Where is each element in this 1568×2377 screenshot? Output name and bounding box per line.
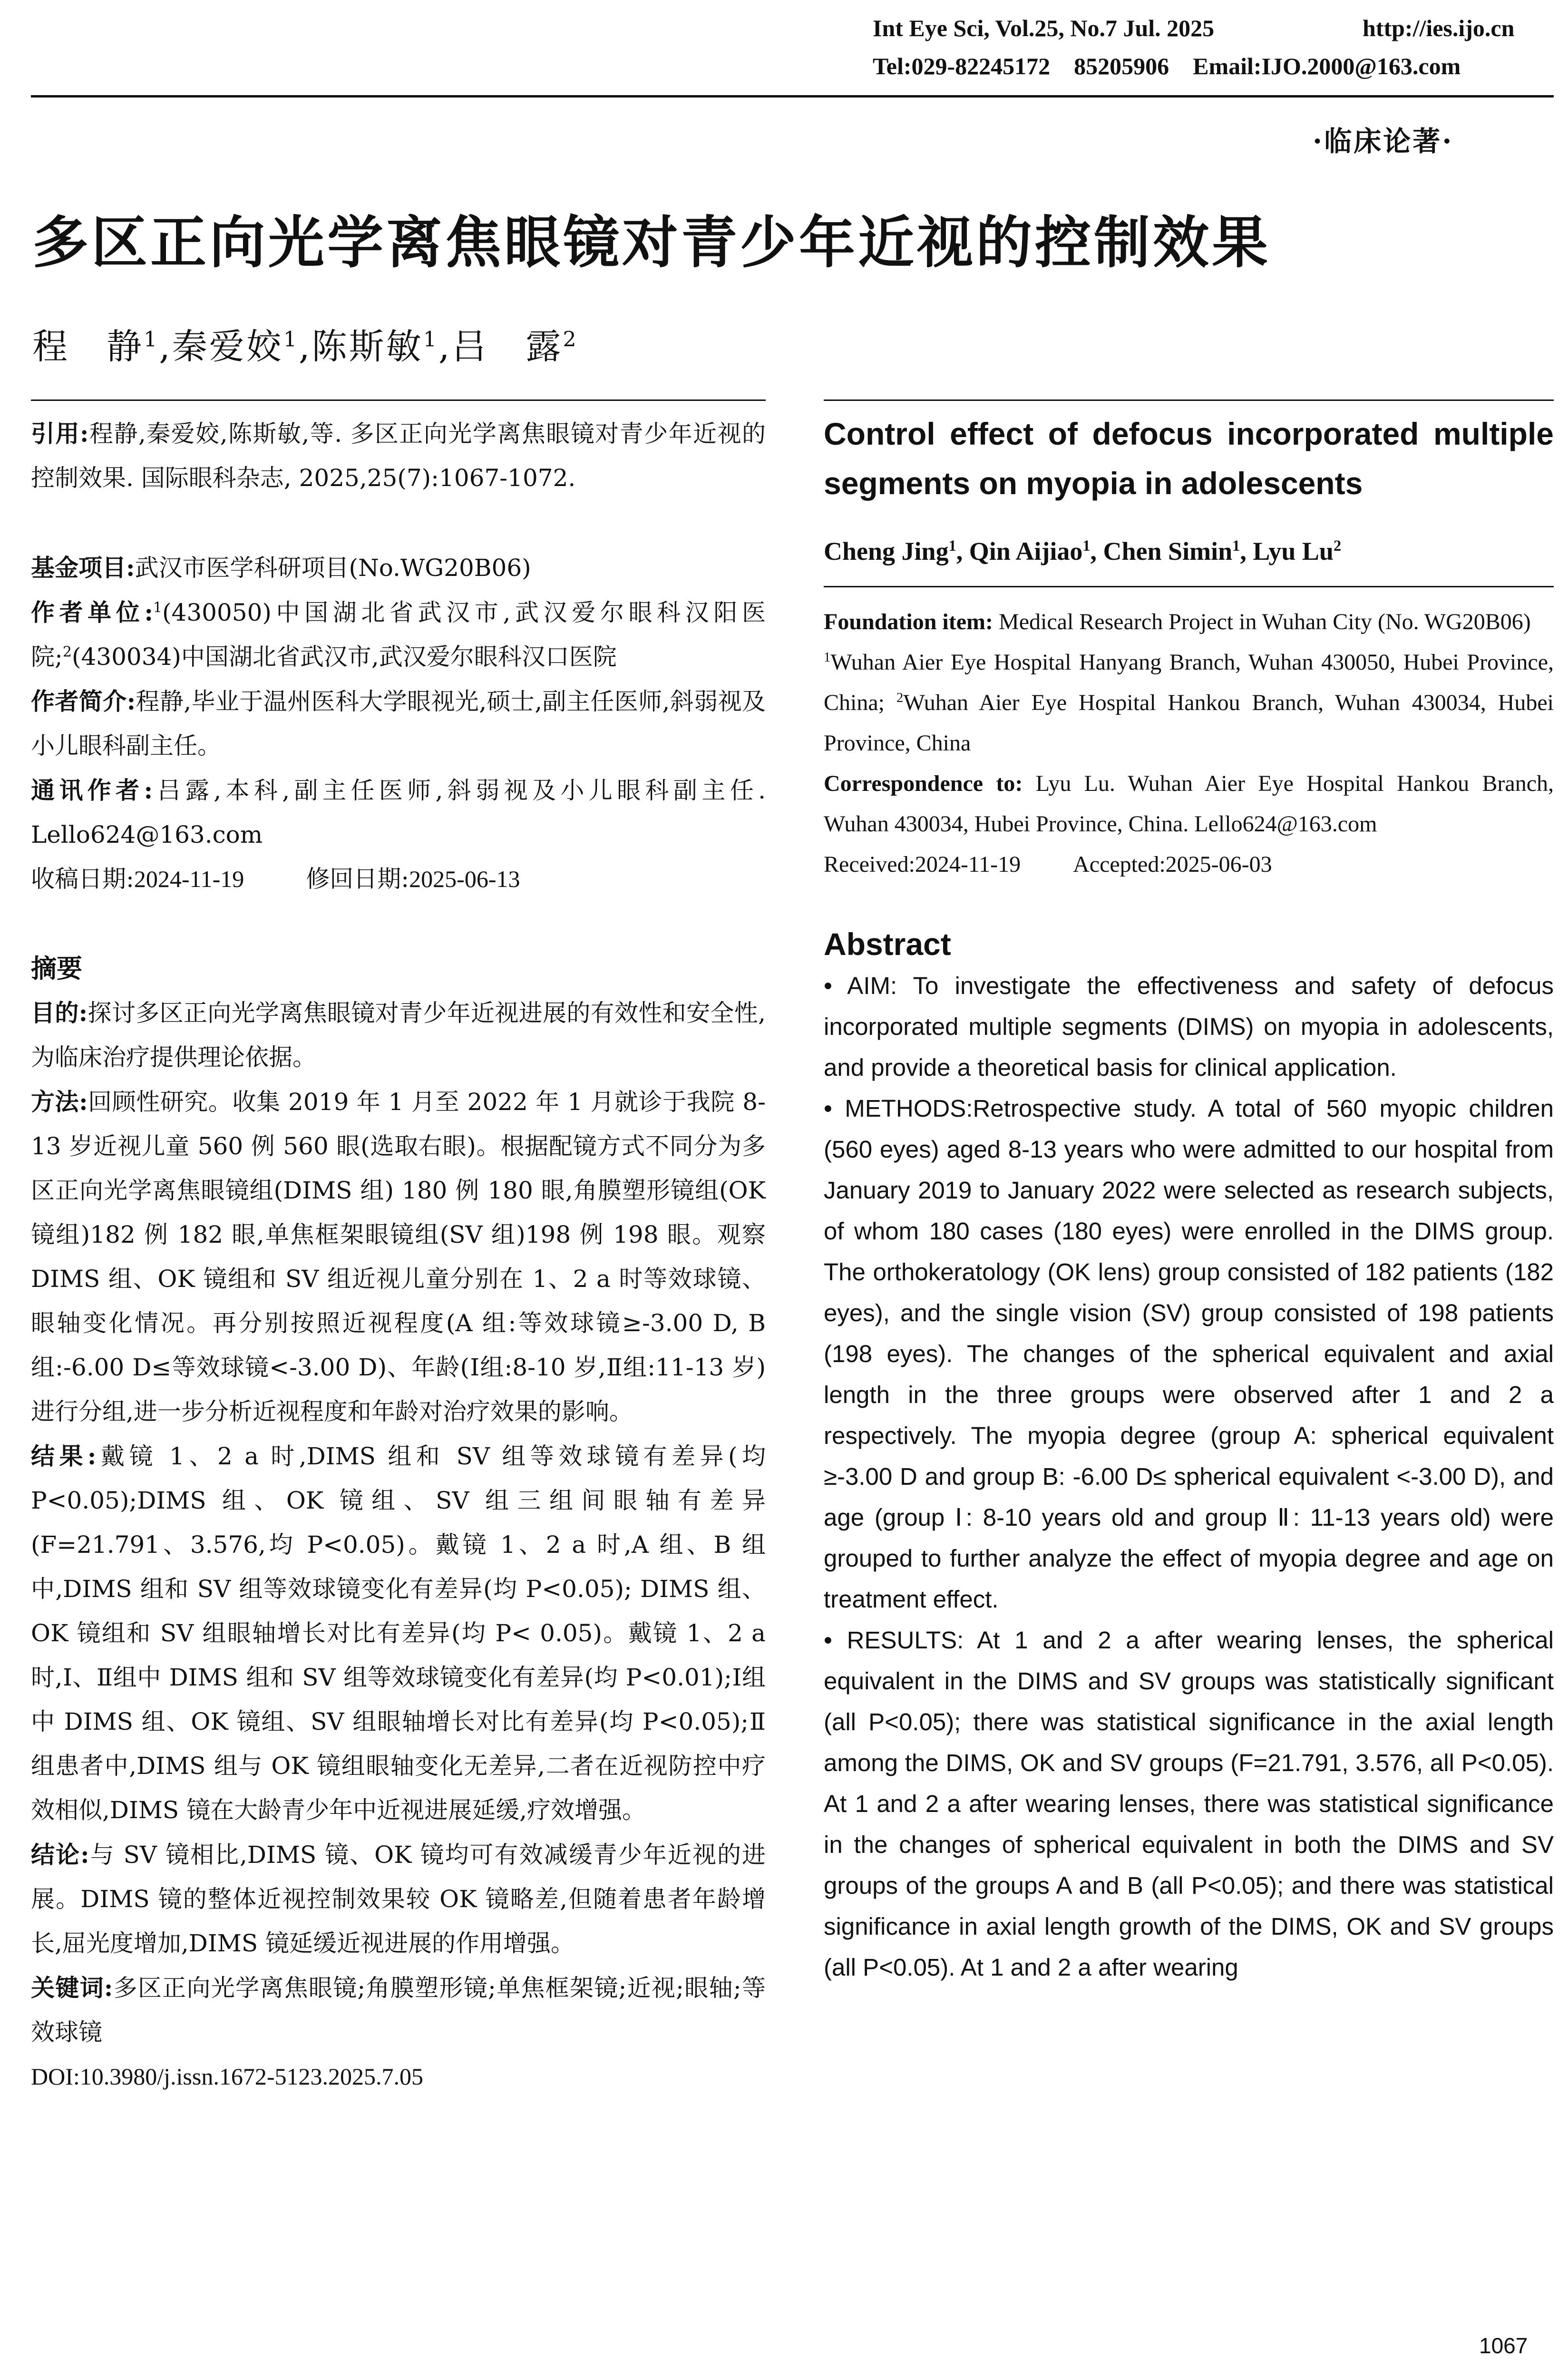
aim-en <box>824 965 1554 1088</box>
author-cn-4: ,吕 露 <box>438 326 563 367</box>
author-en-2: , Qin Aijiao <box>956 537 1083 565</box>
results-cn <box>31 1434 766 1832</box>
author-bio-block <box>31 679 766 768</box>
author-bio-label: 作者简介: <box>31 687 136 715</box>
journal-header-url: http://ies.ijo.cn <box>1363 15 1515 41</box>
citation-label: 引用: <box>31 419 89 448</box>
author-cn-3: ,陈斯敏 <box>299 326 423 367</box>
methods-en-text: Retrospective study. A total of 560 myopic children (560 eyes) aged 8-13 years who were admitted to our hospital from January 2019 to January 2022 were selected as research subjects, of whom 180 cases (180 eyes) were enrolled in the DIMS group. The orthokeratology (OK lens) group consisted of 182 patients (182 eyes), and the single vision (SV) group consisted of 198 patients (198 eyes). The changes of the spherical equivalent and axial length in the three groups were observed after 1 and 2 a respectively. The myopia degree (group A: spherical equivalent ≥-3.00 D and group B: -6.00 D≤ spherical equivalent <-3.00 D), and age (group Ⅰ: 8-10 years old and group Ⅱ: 11-13 years old) were grouped to further analyze the effect of myopia degree and age on treatment effect. <box>824 1095 1554 1613</box>
received-label: 收稿日期: <box>31 865 134 893</box>
doi: DOI:10.3980/j.issn.1672-5123.2025.7.05 <box>31 2063 423 2090</box>
results-en-label: • RESULTS: <box>824 1627 964 1654</box>
foundation-en <box>824 602 1554 642</box>
results-en <box>824 1620 1554 1988</box>
affiliation-en <box>824 642 1554 763</box>
author-en-rule <box>824 586 1554 587</box>
methods-en <box>824 1088 1554 1620</box>
aim-en-text: To investigate the effectiveness and safety of defocus incorporated multiple segments (DIMS) on myopia in adolescents, and provide a theoretical basis for clinical application. <box>824 972 1554 1081</box>
author-cn-3-affil: 1 <box>423 327 438 352</box>
correspondence-en-text: Lyu Lu. Wuhan Aier Eye Hospital Hankou Branch, Wuhan 430034, Hubei Province, China. Lello624@163.com <box>824 771 1554 837</box>
revised-label: 修回日期: <box>306 865 409 893</box>
corresponding-author-text: 吕露,本科,副主任医师,斜弱视及小儿眼科副主任. Lello624@163.com <box>31 777 766 848</box>
affiliation-text-2: (430034)中国湖北省武汉市,武汉爱尔眼科汉口医院 <box>71 643 617 671</box>
keywords-cn-label: 关键词: <box>31 1974 113 2002</box>
methods-cn <box>31 1080 766 1434</box>
conclusion-cn-label: 结论: <box>31 1841 89 1869</box>
conclusion-cn-text: 与 SV 镜相比,DIMS 镜、OK 镜均可有效减缓青少年近视的进展。DIMS 镜的整体近视控制效果较 OK 镜略差,但随着患者年龄增长,屈光度增加,DIMS 镜延缓近视进展的作用增强。 <box>31 1841 766 1957</box>
author-cn-4-affil: 2 <box>563 327 578 352</box>
received-en-date: 2024-11-19 <box>915 852 1021 877</box>
abstract-heading-en: Abstract <box>824 926 951 962</box>
affiliation-text-1: (430050)中国湖北省武汉市,武汉爱尔眼科汉阳医院; <box>31 599 766 671</box>
author-en-1-affil: 1 <box>948 537 956 555</box>
author-en-2-affil: 1 <box>1082 537 1091 555</box>
received-date: 2024-11-19 <box>134 866 244 892</box>
journal-header-citation: Int Eye Sci, Vol.25, No.7 Jul. 2025 <box>873 15 1215 41</box>
affiliation-sup-1: 1 <box>153 599 163 616</box>
aim-cn-label: 目的: <box>31 999 88 1027</box>
right-column <box>824 409 1554 1988</box>
results-en-text: At 1 and 2 a after wearing lenses, the spherical equivalent in the DIMS and SV groups was statistically significant (all P<0.05); there was statistical significance in the axial length among the DIMS, OK and SV groups (F=21.791, 3.576, all P<0.05). At 1 and 2 a after wearing lenses, there was statistical significance in the changes of spherical equivalent in both the DIMS and SV groups of the groups A and B (all P<0.05); and there was statistical significance in axial length growth of the DIMS, OK and SV groups (all P<0.05). At 1 and 2 a after wearing <box>824 1627 1554 1981</box>
author-en-1: Cheng Jing <box>824 537 949 565</box>
corresponding-author-label: 通讯作者: <box>31 776 153 804</box>
author-en-3-affil: 1 <box>1232 537 1240 555</box>
author-en-3: , Chen Simin <box>1090 537 1233 565</box>
aim-cn-text: 探讨多区正向光学离焦眼镜对青少年近视进展的有效性和安全性,为临床治疗提供理论依据。 <box>31 999 766 1071</box>
citation-text: 程静,秦爱姣,陈斯敏,等. 多区正向光学离焦眼镜对青少年近视的控制效果. 国际眼科杂志, 2025,25(7):1067-1072. <box>31 420 766 492</box>
foundation-label: 基金项目: <box>31 554 135 582</box>
author-bio-text: 程静,毕业于温州医科大学眼视光,硕士,副主任医师,斜弱视及小儿眼科副主任。 <box>31 688 766 760</box>
conclusion-cn <box>31 1832 766 1966</box>
author-en-4: , Lyu Lu <box>1240 537 1334 565</box>
aim-cn <box>31 991 766 1080</box>
results-cn-text: 戴镜 1、2 a 时,DIMS 组和 SV 组等效球镜有差异(均 P<0.05);DIMS 组、OK 镜组、SV 组三组间眼轴有差异(F=21.791、3.576,均 P<0.05)。戴镜 1、2 a 时,A 组、B 组中,DIMS 组和 SV 组等效球镜变化有差异(均 P<0.05); DIMS 组、OK 镜组和 SV 组眼轴增长对比有差异(均 P< 0.05)。戴镜 1、2 a 时,Ⅰ、Ⅱ组中 DIMS 组和 SV 组等效球镜变化有差异(均 P<0.01);Ⅰ组中 DIMS 组、OK 镜组、SV 组眼轴增长对比有差异(均 P<0.05);Ⅱ组患者中,DIMS 组与 OK 镜组眼轴变化无差异,二者在近视防控中疗效相似,DIMS 镜在大龄青少年中近视进展延缓,疗效增强。 <box>31 1442 766 1824</box>
citation-block <box>31 411 766 500</box>
accepted-en-date: 2025-06-03 <box>1165 852 1272 877</box>
foundation-block <box>31 546 766 590</box>
right-column-top-rule <box>824 399 1554 401</box>
paper-title-en: Control effect of defocus incorporated multiple segments on myopia in adolescents <box>824 416 1554 501</box>
authors-en <box>824 536 1554 566</box>
revised-date: 2025-06-13 <box>409 866 520 892</box>
aim-en-label: • AIM: <box>824 972 897 999</box>
foundation-en-text: Medical Research Project in Wuhan City (No. WG20B06) <box>993 609 1531 634</box>
abstract-heading-cn: 摘要 <box>31 953 82 984</box>
methods-cn-text: 回顾性研究。收集 2019 年 1 月至 2022 年 1 月就诊于我院 8-13 岁近视儿童 560 例 560 眼(选取右眼)。根据配镜方式不同分为多区正向光学离焦眼镜组(DIMS 组) 180 例 180 眼,角膜塑形镜组(OK 镜组)182 例 182 眼,单焦框架眼镜组(SV 组)198 例 198 眼。观察 DIMS 组、OK 镜组和 SV 组近视儿童分别在 1、2 a 时等效球镜、眼轴变化情况。再分别按照近视程度(A 组:等效球镜≥-3.00 D, B 组:-6.00 D≤等效球镜<-3.00 D)、年龄(Ⅰ组:8-10 岁,Ⅱ组:11-13 岁)进行分组,进一步分析近视程度和年龄对治疗效果的影响。 <box>31 1088 766 1425</box>
accepted-en-label: Accepted: <box>1073 852 1166 877</box>
corresponding-author-block <box>31 768 766 857</box>
header-rule <box>31 95 1554 97</box>
author-en-4-affil: 2 <box>1333 537 1342 555</box>
author-cn-1: 程 静 <box>32 326 144 367</box>
affiliation-en-text-1: Wuhan Aier Eye Hospital Hanyang Branch, Wuhan 430050, Hubei Province, China; <box>824 650 1554 715</box>
affiliation-sup-2: 2 <box>62 643 72 661</box>
received-en-label: Received: <box>824 852 915 877</box>
author-cn-2: ,秦爱姣 <box>159 326 283 367</box>
correspondence-en <box>824 763 1554 844</box>
dates-en <box>824 844 1554 885</box>
affiliation-en-text-2: Wuhan Aier Eye Hospital Hankou Branch, Wuhan 430034, Hubei Province, China <box>824 690 1554 756</box>
affiliation-block <box>31 590 766 679</box>
journal-header-contact: Tel:029-82245172 85205906 Email:IJO.2000@163.com <box>873 53 1461 79</box>
author-cn-1-affil: 1 <box>144 327 159 352</box>
section-tag: ·临床论著· <box>1313 125 1454 157</box>
author-cn-2-affil: 1 <box>283 327 299 352</box>
correspondence-en-label: Correspondence to: <box>824 771 1023 796</box>
paper-title-cn: 多区正向光学离焦眼镜对青少年近视的控制效果 <box>32 209 1271 275</box>
left-column-top-rule <box>31 399 766 401</box>
affiliation-label: 作者单位: <box>31 598 153 626</box>
foundation-text: 武汉市医学科研项目(No.WG20B06) <box>135 554 531 582</box>
page-number: 1067 <box>1479 2333 1528 2358</box>
keywords-cn <box>31 1966 766 2055</box>
foundation-en-label: Foundation item: <box>824 609 993 634</box>
results-cn-label: 结果: <box>31 1442 97 1470</box>
affiliation-en-sup-1: 1 <box>824 650 831 665</box>
authors-cn <box>32 319 578 369</box>
dates-block <box>31 857 766 901</box>
left-column <box>31 411 766 2099</box>
affiliation-en-sup-2: 2 <box>896 690 904 705</box>
keywords-cn-text: 多区正向光学离焦眼镜;角膜塑形镜;单焦框架镜;近视;眼轴;等效球镜 <box>31 1974 766 2046</box>
methods-cn-label: 方法: <box>31 1088 88 1116</box>
methods-en-label: • METHODS: <box>824 1095 973 1122</box>
